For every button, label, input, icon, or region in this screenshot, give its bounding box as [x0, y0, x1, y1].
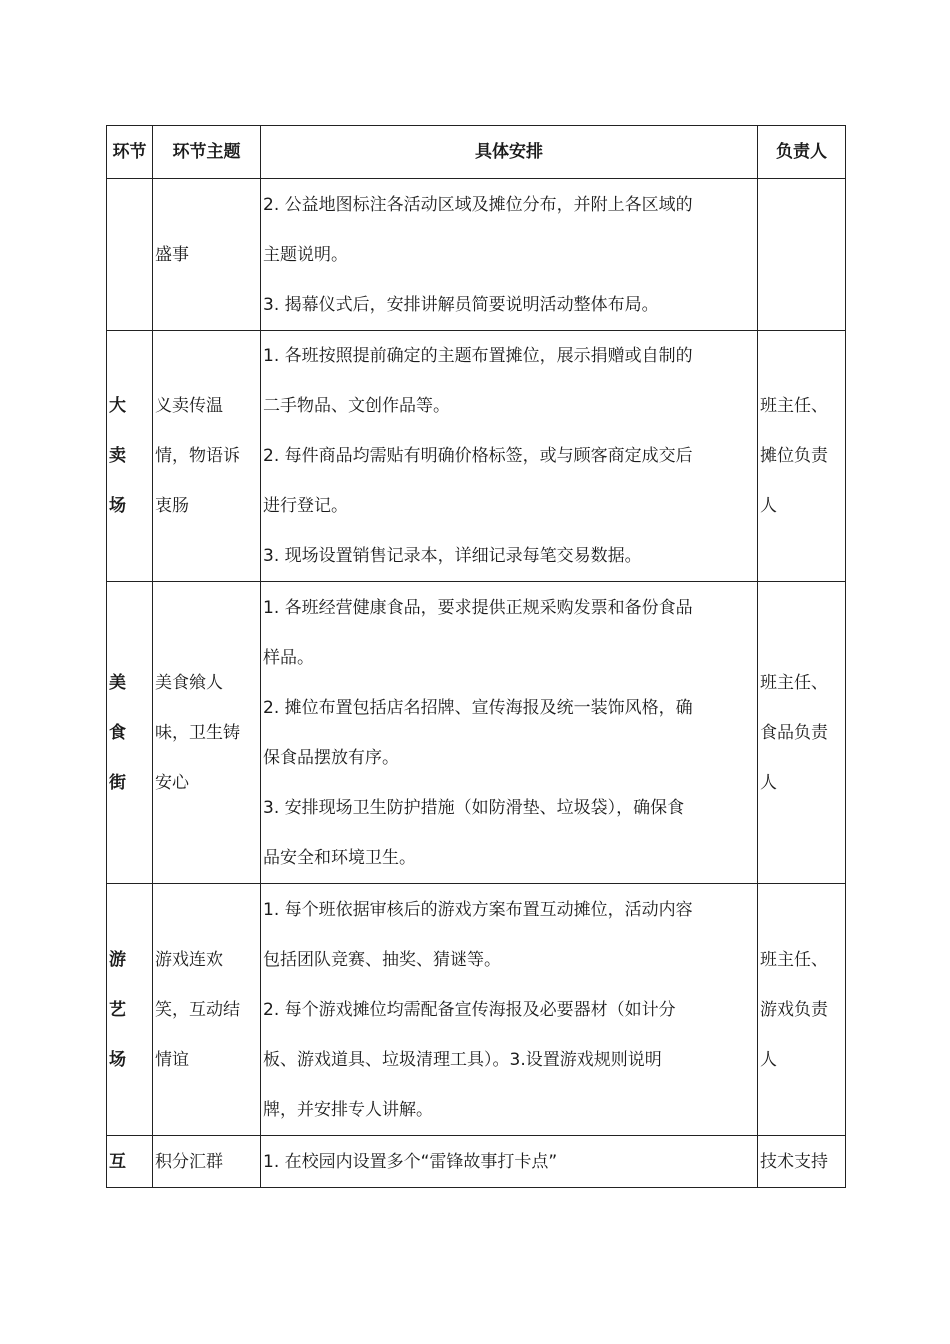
owner-line: 摊位负责 — [760, 446, 828, 466]
stage-char: 大 — [109, 396, 126, 416]
stage-cell — [107, 179, 153, 331]
arrangement-line: 1. 各班按照提前确定的主题布置摊位，展示捐赠或自制的 — [263, 346, 693, 366]
arrangement-line: 3. 安排现场卫生防护措施（如防滑垫、垃圾袋），确保食 — [263, 797, 685, 818]
theme-line: 味，卫生铸 — [155, 722, 240, 743]
arrangement-line: 牌，并安排专人讲解。 — [263, 1099, 433, 1120]
arrangement-line: 1. 在校园内设置多个“雷锋故事打卡点” — [263, 1151, 558, 1172]
owner-line: 人 — [760, 496, 777, 516]
arrangement-line: 二手物品、文创作品等。 — [263, 396, 450, 416]
theme-line: 衷肠 — [155, 496, 189, 516]
arrangement-line: 样品。 — [263, 647, 314, 668]
theme-cell — [153, 582, 261, 884]
table-row — [107, 884, 846, 1136]
theme-cell — [153, 884, 261, 1136]
table-row — [107, 179, 846, 331]
header-theme: 环节主题 — [153, 126, 261, 179]
owner-line: 人 — [760, 1049, 777, 1070]
stage-char: 食 — [109, 722, 126, 743]
arrangement-line: 包括团队竞赛、抽奖、猜谜等。 — [263, 949, 501, 970]
owner-line: 班主任、 — [760, 396, 828, 416]
theme-line: 美食飨人 — [155, 672, 223, 693]
stage-char: 游 — [109, 949, 126, 970]
owner-cell — [758, 884, 846, 1136]
owner-line: 班主任、 — [760, 949, 828, 970]
header-stage: 环节 — [107, 126, 153, 179]
theme-cell — [153, 331, 261, 582]
arrangement-line: 板、游戏道具、垃圾清理工具）。3.设置游戏规则说明 — [263, 1049, 662, 1070]
arrangement-cell — [261, 884, 758, 1136]
owner-line: 人 — [760, 772, 777, 793]
schedule-table — [106, 125, 846, 1188]
header-owner: 负责人 — [758, 126, 846, 179]
owner-cell — [758, 1136, 846, 1188]
arrangement-line: 2. 每个游戏摊位均需配备宣传海报及必要器材（如计分 — [263, 999, 676, 1020]
table-row — [107, 331, 846, 582]
theme-line: 情，物语诉 — [155, 446, 240, 466]
stage-cell — [107, 331, 153, 582]
owner-cell — [758, 331, 846, 582]
theme-line: 安心 — [155, 772, 189, 793]
arrangement-line: 保食品摆放有序。 — [263, 747, 399, 768]
arrangement-cell — [261, 331, 758, 582]
stage-cell — [107, 1136, 153, 1188]
arrangement-line: 品安全和环境卫生。 — [263, 847, 416, 868]
arrangement-cell — [261, 582, 758, 884]
stage-char: 互 — [109, 1151, 126, 1172]
stage-char: 场 — [109, 496, 126, 516]
owner-line: 技术支持 — [760, 1151, 828, 1172]
header-arrangement: 具体安排 — [261, 126, 758, 179]
owner-line: 班主任、 — [760, 672, 828, 693]
arrangement-line: 3. 揭幕仪式后，安排讲解员简要说明活动整体布局。 — [263, 294, 659, 315]
owner-cell — [758, 582, 846, 884]
table-header-row — [107, 126, 846, 179]
owner-line: 食品负责 — [760, 722, 828, 743]
stage-char: 场 — [109, 1049, 126, 1070]
stage-char: 卖 — [109, 446, 126, 466]
arrangement-line: 进行登记。 — [263, 496, 348, 516]
theme-line: 积分汇群 — [155, 1151, 223, 1172]
table-row — [107, 1136, 846, 1188]
theme-line: 笑，互动结 — [155, 999, 240, 1020]
table-row — [107, 582, 846, 884]
theme-line: 盛事 — [155, 244, 189, 265]
arrangement-line: 3. 现场设置销售记录本，详细记录每笔交易数据。 — [263, 546, 642, 566]
theme-line: 情谊 — [155, 1049, 189, 1070]
arrangement-line: 2. 摊位布置包括店名招牌、宣传海报及统一装饰风格，确 — [263, 697, 693, 718]
arrangement-line: 主题说明。 — [263, 244, 348, 265]
arrangement-line: 1. 各班经营健康食品，要求提供正规采购发票和备份食品 — [263, 597, 693, 618]
theme-cell — [153, 1136, 261, 1188]
stage-cell — [107, 884, 153, 1136]
stage-char: 美 — [109, 672, 126, 693]
owner-line: 游戏负责 — [760, 999, 828, 1020]
arrangement-line: 1. 每个班依据审核后的游戏方案布置互动摊位，活动内容 — [263, 899, 693, 920]
stage-char: 街 — [109, 772, 126, 793]
theme-cell — [153, 179, 261, 331]
arrangement-cell — [261, 179, 758, 331]
stage-char: 艺 — [109, 999, 126, 1020]
arrangement-cell — [261, 1136, 758, 1188]
arrangement-line: 2. 公益地图标注各活动区域及摊位分布，并附上各区域的 — [263, 194, 693, 215]
stage-cell — [107, 582, 153, 884]
arrangement-line: 2. 每件商品均需贴有明确价格标签，或与顾客商定成交后 — [263, 446, 693, 466]
theme-line: 义卖传温 — [155, 396, 223, 416]
owner-cell — [758, 179, 846, 331]
theme-line: 游戏连欢 — [155, 949, 223, 970]
